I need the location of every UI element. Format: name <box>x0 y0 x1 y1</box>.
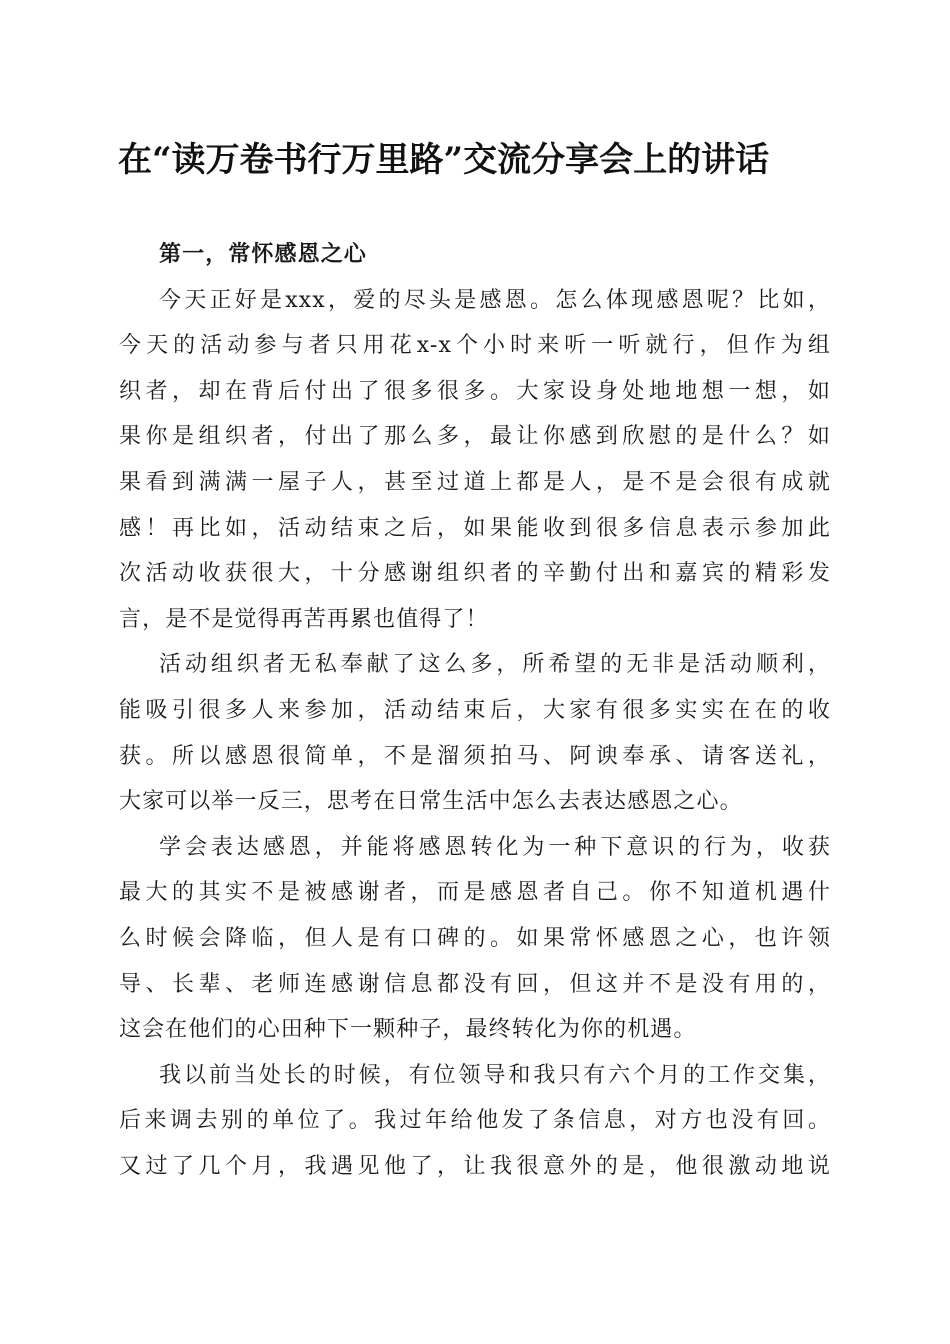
text-line: 今天的活动参与者只用花x-x个小时来听一听就行，但作为组 <box>119 333 831 359</box>
text-line: 这会在他们的心田种下一颗种子，最终转化为你的机遇。 <box>119 1017 697 1043</box>
text-line: 果你是组织者，付出了那么多，最让你感到欣慰的是什么？如 <box>119 424 831 450</box>
text-line: 言，是不是觉得再苦再累也值得了！ <box>119 606 489 632</box>
paragraph-1 <box>119 278 831 643</box>
text-line: 么时候会降临，但人是有口碑的。如果常怀感恩之心，也许领 <box>119 925 831 951</box>
document-title: 在“读万卷书行万里路”交流分享会上的讲话 <box>118 140 770 180</box>
paragraph-4 <box>119 1053 831 1190</box>
text-line: 后来调去别的单位了。我过年给他发了条信息，对方也没有回。 <box>119 1108 831 1134</box>
text-line: 最大的其实不是被感谢者，而是感恩者自己。你不知道机遇什 <box>119 880 831 906</box>
paragraph-3 <box>119 825 831 1053</box>
text-line: 织者，却在背后付出了很多很多。大家设身处地地想一想，如 <box>119 378 831 404</box>
section-heading: 第一，常怀感恩之心 <box>159 241 367 267</box>
text-line: 大家可以举一反三，思考在日常生活中怎么去表达感恩之心。 <box>119 789 743 815</box>
paragraph-2 <box>119 642 831 824</box>
text-line: 感！再比如，活动结束之后，如果能收到很多信息表示参加此 <box>119 515 831 541</box>
text-line: 次活动收获很大，十分感谢组织者的辛勤付出和嘉宾的精彩发 <box>119 561 831 587</box>
text-line: 又过了几个月，我遇见他了，让我很意外的是，他很激动地说 <box>119 1153 831 1179</box>
text-line: 学会表达感恩，并能将感恩转化为一种下意识的行为，收获 <box>159 834 831 860</box>
text-line: 我以前当处长的时候，有位领导和我只有六个月的工作交集， <box>159 1062 831 1088</box>
text-line: 今天正好是xxx，爱的尽头是感恩。怎么体现感恩呢？比如， <box>159 287 831 313</box>
text-line: 活动组织者无私奉献了这么多，所希望的无非是活动顺利， <box>159 652 831 678</box>
text-line: 导、长辈、老师连感谢信息都没有回，但这并不是没有用的， <box>119 971 831 997</box>
document-body <box>119 232 831 1189</box>
text-line: 果看到满满一屋子人，甚至过道上都是人，是不是会很有成就 <box>119 469 831 495</box>
text-line: 能吸引很多人来参加，活动结束后，大家有很多实实在在的收 <box>119 697 831 723</box>
text-line: 获。所以感恩很简单，不是溜须拍马、阿谀奉承、请客送礼， <box>119 743 831 769</box>
